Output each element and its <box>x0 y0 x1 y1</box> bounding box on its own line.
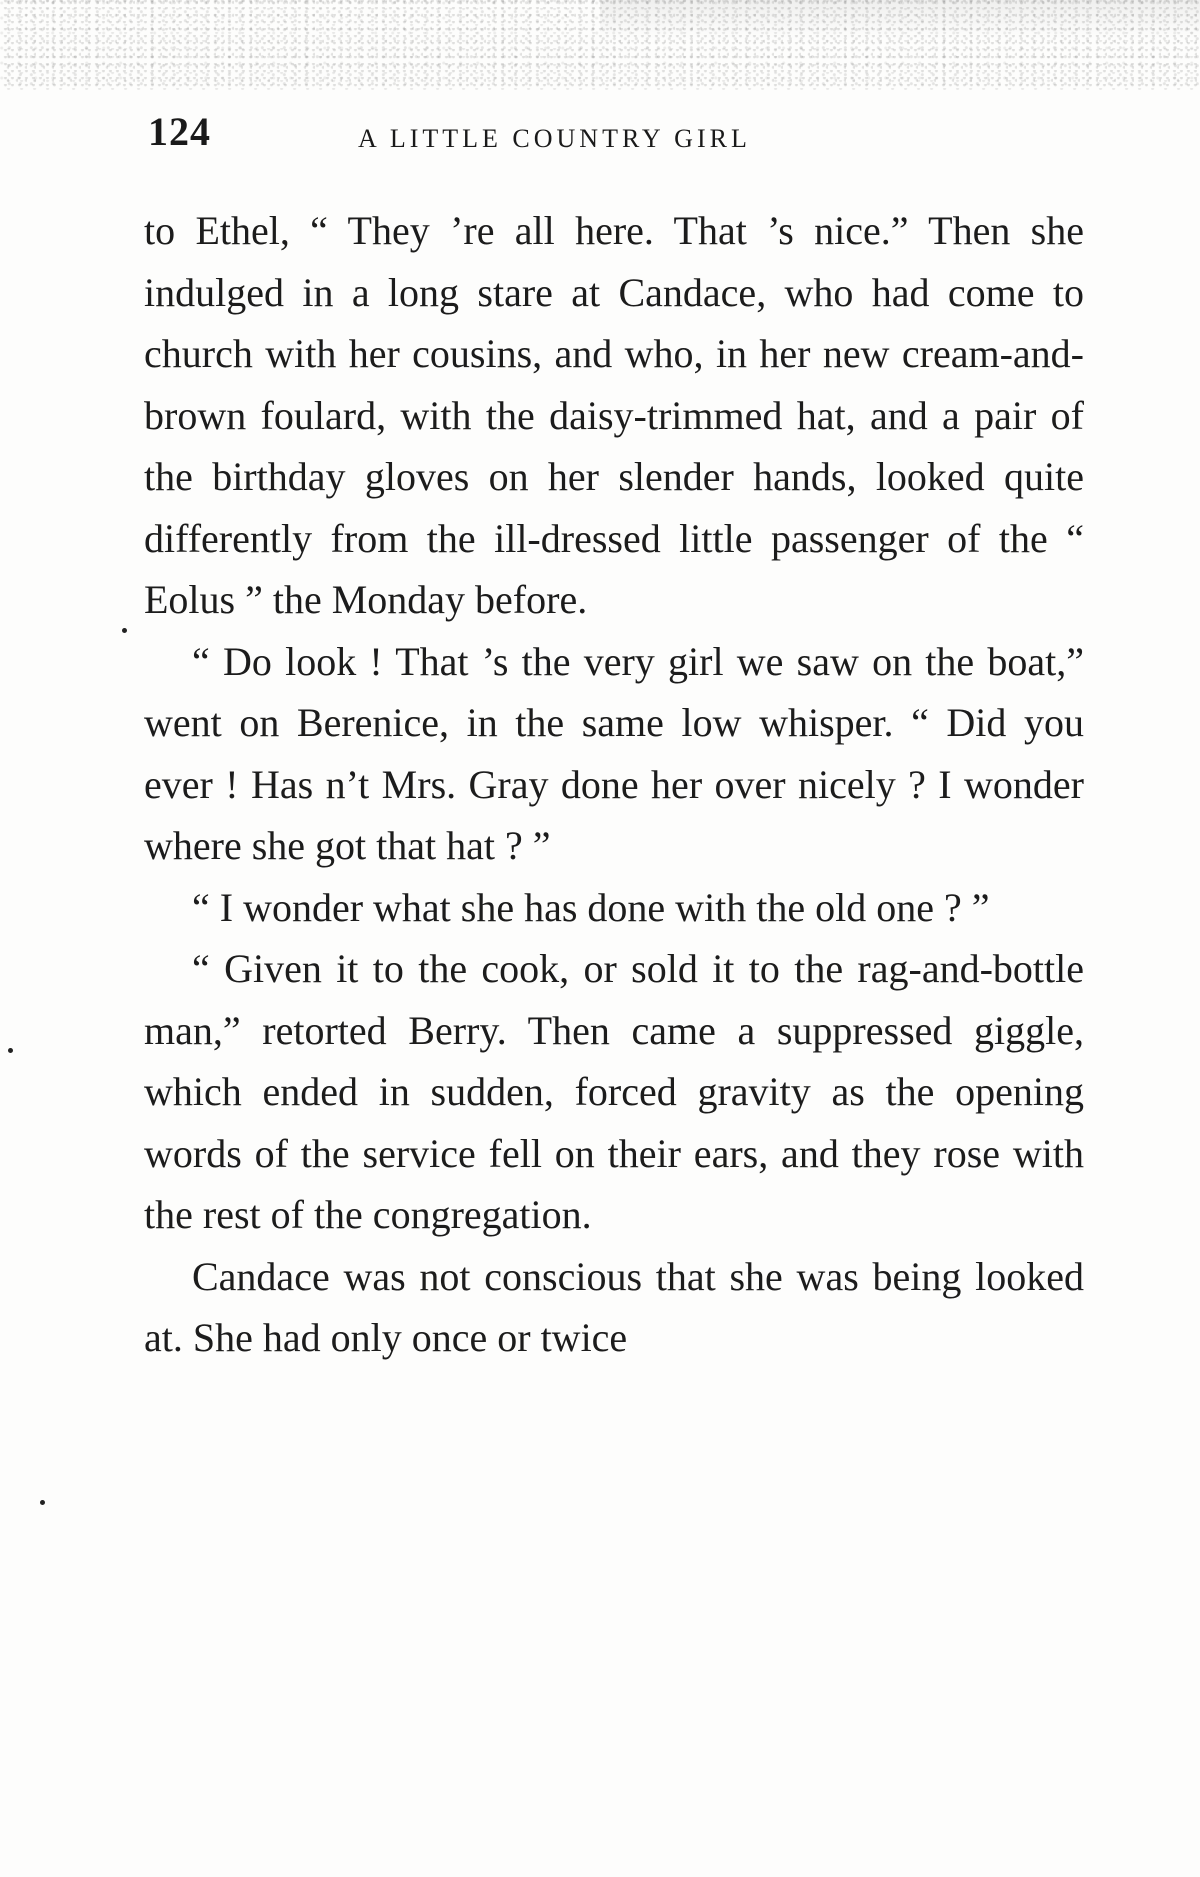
paragraph: “ Given it to the cook, or sold it to the rag-and-bottle man,” retorted Berry. Then came a suppressed giggle, which ended in sudden, forced gravity as the opening words of the service fell on their ears, and they rose with the rest of the congregation. <box>144 946 1084 1237</box>
paragraph-continued: to Ethel, “ They ’re all here. That ’s nice.” Then she indulged in a long stare at Candace, who had come to church with her cousins, and who, in her new cream-and-brown foulard, with the daisy-trimmed hat, and a pair of the birthday gloves on her slender hands, looked quite differently from the ill-dressed little passenger of the “ Eolus ” the Monday before. <box>144 208 1084 622</box>
page-edge-speckle <box>0 0 1200 90</box>
body-text <box>144 200 1084 1369</box>
running-head <box>148 108 1088 156</box>
ink-speck <box>40 1500 45 1505</box>
page-number: 124 <box>148 109 211 154</box>
paragraph: “ Do look ! That ’s the very girl we saw on the boat,” went on Berenice, in the same low whisper. “ Did you ever ! Has n’t Mrs. Gray done her over nicely ? I wonder where she got that hat ? ” <box>144 638 1084 868</box>
ink-speck <box>8 1048 13 1053</box>
paragraph: Candace was not conscious that she was being looked at. She had only once or twice <box>144 1253 1084 1360</box>
paragraph: “ I wonder what she has done with the old one ? ” <box>192 884 990 930</box>
ink-speck <box>122 628 127 633</box>
running-title: A LITTLE COUNTRY GIRL <box>358 124 751 153</box>
